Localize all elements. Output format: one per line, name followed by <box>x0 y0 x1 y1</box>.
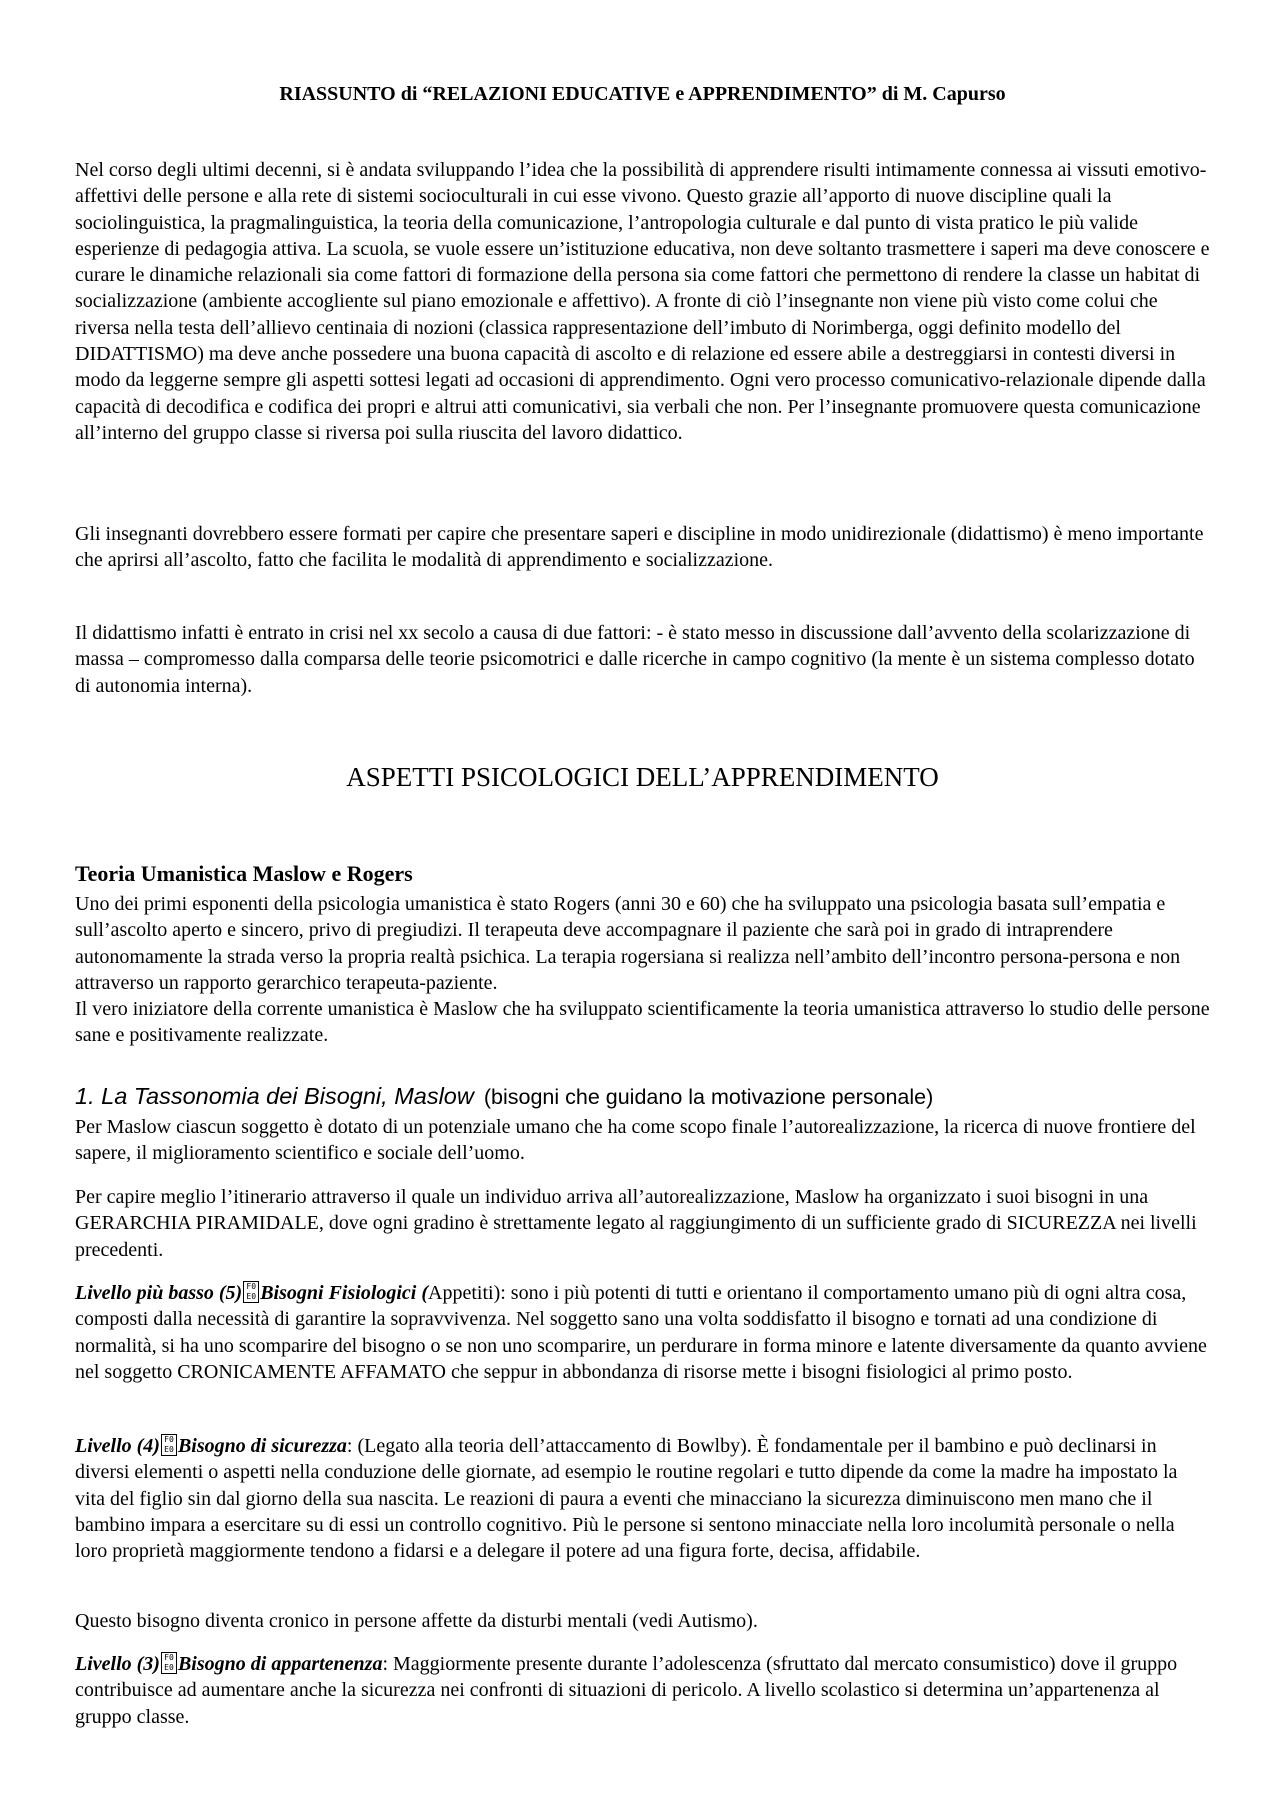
taxonomy-paragraph-2: Per capire meglio l’itinerario attraverso il quale un individuo arriva all’autorealizzazione, Maslow ha organizzato i suoi bisogni in una GERARCHIA PIRAMIDALE, dove ogni gradino è strettamente legato al raggiungimento di un sufficiente grado di SICUREZZA nei livelli precedenti. <box>75 1186 1197 1261</box>
taxonomy-heading-paren: (bisogni che guidano la motivazione personale) <box>483 1085 934 1109</box>
level-4-label: Livello (4) <box>75 1435 160 1457</box>
subsection-title: Teoria Umanistica Maslow e Rogers <box>75 861 413 886</box>
intro-paragraph-2: Gli insegnanti dovrebbero essere formati per capire che presentare saperi e discipline in modo unidirezionale (didattismo) è meno importante che aprirsi all’ascolto, fatto che facilita le modalità di apprendimento e socializzazione. <box>75 523 1204 572</box>
missing-glyph-icon: F0 E0 <box>161 1434 177 1456</box>
section-title: ASPETTI PSICOLOGICI DELL’APPRENDIMENTO <box>346 762 939 792</box>
taxonomy-heading <box>75 1083 933 1110</box>
level-4-note: Questo bisogno diventa cronico in persone affette da disturbi mentali (vedi Autismo). <box>75 1610 758 1632</box>
level-3-paragraph <box>75 1651 1210 1730</box>
level-5-paragraph <box>75 1280 1210 1385</box>
subsection-paragraph-2: Il vero iniziatore della corrente umanistica è Maslow che ha sviluppato scientificamente la teoria umanistica attraverso lo studio delle persone sane e positivamente realizzate. <box>75 998 1210 1047</box>
taxonomy-paragraph-1: Per Maslow ciascun soggetto è dotato di un potenziale umano che ha come scopo finale l’autorealizzazione, la ricerca di nuove frontiere del sapere, il miglioramento scientifico e sociale dell’uomo. <box>75 1116 1196 1165</box>
intro-paragraph-3: Il didattismo infatti è entrato in crisi nel xx secolo a causa di due fattori: - è stato messo in discussione dall’avvento della scolarizzazione di massa – compromesso dalla comparsa delle teorie psicomotrici e dalle ricerche in campo cognitivo (la mente è un sistema complesso dotato di autonomia interna). <box>75 622 1195 697</box>
intro-paragraph-1: Nel corso degli ultimi decenni, si è andata sviluppando l’idea che la possibilità di apprendere risulti intimamente connessa ai vissuti emotivo-affettivi delle persone e alla rete di sistemi socioculturali in cui esse vivono. Questo grazie all’apporto di nuove discipline quali la sociolinguistica, la pragmalinguistica, la teoria della comunicazione, l’antropologia culturale e dal punto di vista pratico le più valide esperienze di pedagogia attiva. La scuola, se vuole essere un’istituzione educativa, non deve soltanto trasmettere i saperi ma deve conoscere e curare le dinamiche relazionali sia come fattori di formazione della persona sia come fattori che permettono di rendere la classe un habitat di socializzazione (ambiente accogliente sul piano emozionale e affettivo). A fronte di ciò l’insegnante non viene più visto come colui che riversa nella testa dell’allievo centinaia di nozioni (classica rappresentazione dell’imbuto di Norimberga, oggi definito modello del DIDATTISMO) ma deve anche possedere una buona capacità di ascolto e di relazione ed essere abile a destreggiarsi in contesti diversi in modo da leggerne sempre gli aspetti sottesi legati ad occasioni di apprendimento. Ogni vero processo comunicativo-relazionale dipende dalla capacità di decodifica e codifica dei propri e altrui atti comunicativi, sia verbali che non. Per l’insegnante promuovere questa comunicazione all’interno del gruppo classe si riversa poi sulla riuscita del lavoro didattico. <box>75 159 1210 444</box>
taxonomy-heading-text: 1. La Tassonomia dei Bisogni, Maslow <box>75 1083 474 1109</box>
missing-glyph-icon: F0 E0 <box>243 1281 259 1303</box>
level-5-need: Bisogni Fisiologici ( <box>260 1282 429 1304</box>
level-3-label: Livello (3) <box>75 1653 160 1675</box>
level-4-need: Bisogno di sicurezza <box>177 1435 347 1457</box>
missing-glyph-icon: F0 E0 <box>161 1652 177 1674</box>
level-3-text: : Maggiormente presente durante l’adolescenza (sfruttato dal mercato consumistico) dove il gruppo contribuisce ad aumentare anche la sicurezza nei confronti di situazioni di pericolo. A livello scolastico si determina un’appartenenza al gruppo classe. <box>75 1653 1178 1728</box>
level-4-paragraph <box>75 1433 1210 1564</box>
document-title: RIASSUNTO di “RELAZIONI EDUCATIVE e APPRENDIMENTO” di M. Capurso <box>279 83 1006 105</box>
level-4-text: : (Legato alla teoria dell’attaccamento di Bowlby). È fondamentale per il bambino e può declinarsi in diversi elementi o aspetti nella conduzione delle giornate, ad esempio le routine regolari e tutto dipende da come la madre ha impostato la vita del figlio sin dal giorno della sua nascita. Le reazioni di paura a eventi che minacciano la sicurezza diminuiscono men mano che il bambino impara a esercitare su di essi un controllo cognitivo. Più le persone si sentono minacciate nella loro incolumità personale o nella loro proprietà maggiormente tendono a fidarsi e a delegare il potere ad una figura forte, decisa, affidabile. <box>75 1435 1178 1563</box>
subsection-paragraph-1: Uno dei primi esponenti della psicologia umanistica è stato Rogers (anni 30 e 60) che ha sviluppato una psicologia basata sull’empatia e sull’ascolto aperto e sincero, privo di pregiudizi. Il terapeuta deve accompagnare il paziente che sarà poi in grado di intraprendere autonomamente la strada verso la propria realtà psichica. La terapia rogersiana si realizza nell’ambito dell’incontro persona-persona e non attraverso un rapporto gerarchico terapeuta-paziente. <box>75 893 1181 994</box>
level-5-text: Appetiti): sono i più potenti di tutti e orientano il comportamento umano più di ogni altra cosa, composti dalla necessità di garantire la sopravvivenza. Nel soggetto sano una volta soddisfatto il bisogno e tornati ad una condizione di normalità, si ha uno scomparire del bisogno o se non uno scomparire, un perdurare in forma minore e latente diversamente da quanto avviene nel soggetto CRONICAMENTE AFFAMATO che seppur in abbondanza di risorse mette i bisogni fisiologici al primo posto. <box>75 1282 1207 1383</box>
level-3-need: Bisogno di appartenenza <box>177 1653 383 1675</box>
level-5-label: Livello più basso (5) <box>75 1282 243 1304</box>
